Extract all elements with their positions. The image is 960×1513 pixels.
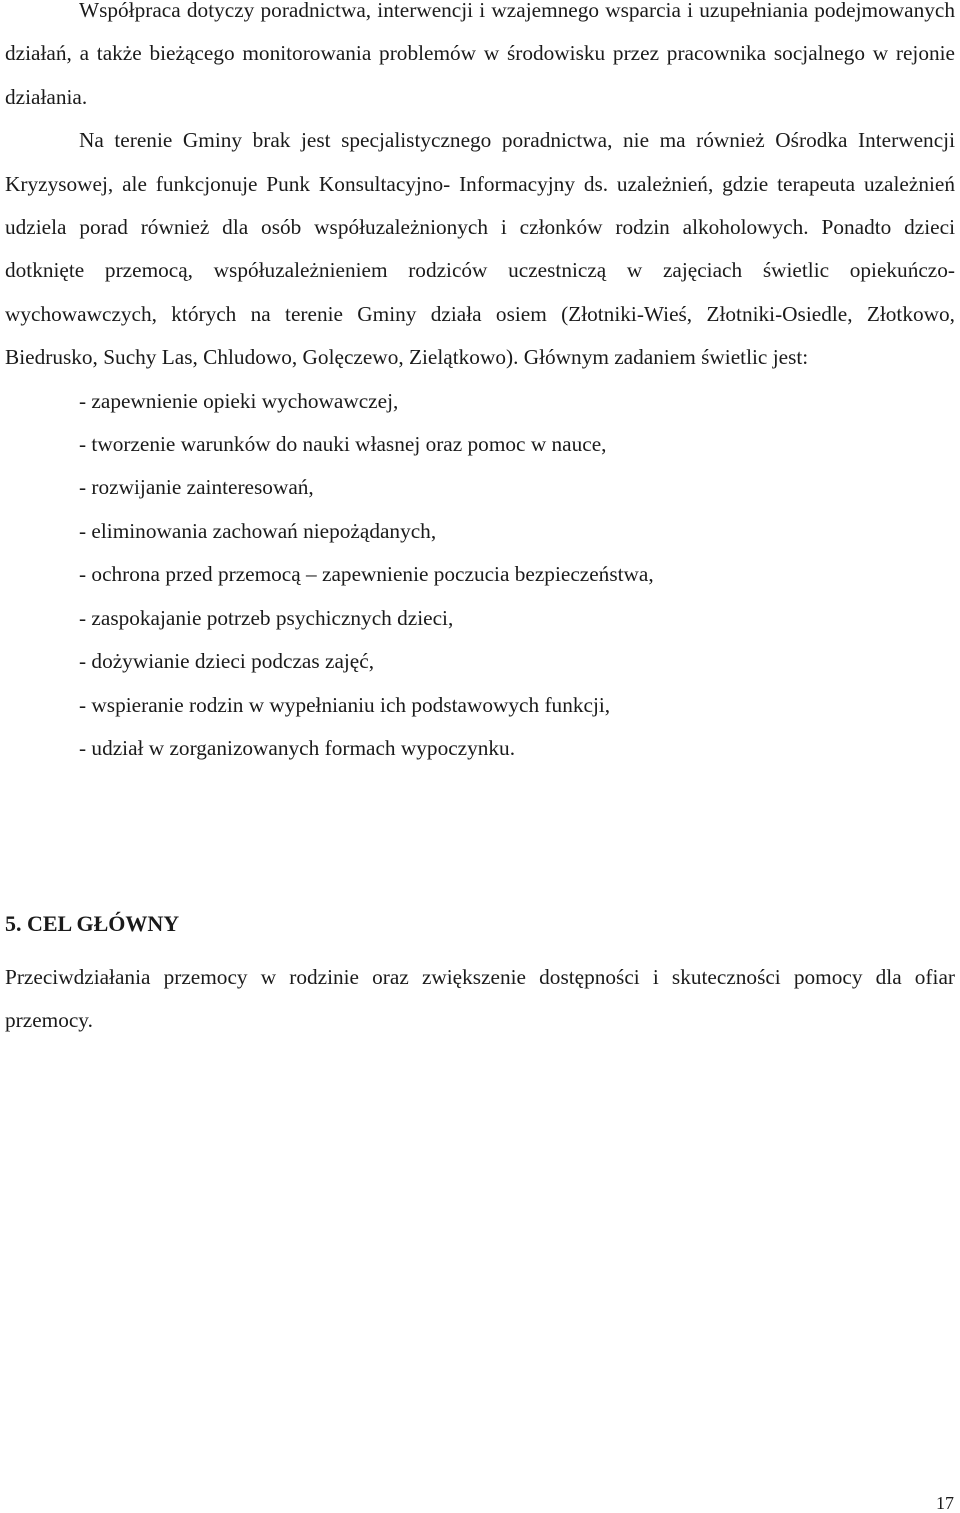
section-heading: 5. CEL GŁÓWNY [5, 911, 180, 936]
list-item: - tworzenie warunków do nauki własnej oraz pomoc w nauce, [79, 432, 607, 457]
paragraph-counseling: Na terenie Gminy brak jest specjalistycznego poradnictwa, nie ma również Ośrodka Interwencji Kryzysowej, ale funkcjonuje Punk Konsultacyjno- Informacyjny ds. uzależnień, gdzie terapeuta uzależnień udziela porad również dla osób współuzależnionych i członków rodzin alkoholowych. Ponadto dzieci dotknięte przemocą, współuzależnieniem rodziców uczestniczą w zajęciach świetlic opiekuńczo-wychowawczych, których na terenie Gminy działa osiem (Złotniki-Wieś, Złotniki-Osiedle, Złotkowo, Biedrusko, Suchy Las, Chludowo, Golęczewo, Zielątkowo). Głównym zadaniem świetlic jest: [5, 128, 955, 370]
list-item: - udział w zorganizowanych formach wypoczynku. [79, 735, 516, 760]
list-item: - zaspokajanie potrzeb psychicznych dzieci, [79, 605, 454, 630]
page-number: 17 [936, 1493, 954, 1513]
goal-paragraph: Przeciwdziałania przemocy w rodzinie oraz zwiększenie dostępności i skuteczności pomocy dla ofiar przemocy. [5, 965, 955, 1033]
document-page [5, 0, 955, 1033]
list-item: - wspieranie rodzin w wypełnianiu ich podstawowych funkcji, [79, 692, 611, 717]
list-item: - dożywianie dzieci podczas zajęć, [79, 649, 375, 674]
list-item: - zapewnienie opieki wychowawczej, [79, 388, 399, 413]
list-item: - ochrona przed przemocą – zapewnienie poczucia bezpieczeństwa, [79, 562, 654, 587]
tasks-list [5, 380, 955, 771]
paragraph-cooperation: Współpraca dotyczy poradnictwa, interwencji i wzajemnego wsparcia i uzupełniania podejmowanych działań, a także bieżącego monitorowania problemów w środowisku przez pracownika socjalnego w rejonie działania. [5, 0, 955, 109]
list-item: - eliminowania zachowań niepożądanych, [79, 518, 437, 543]
list-item: - rozwijanie zainteresowań, [79, 475, 314, 500]
